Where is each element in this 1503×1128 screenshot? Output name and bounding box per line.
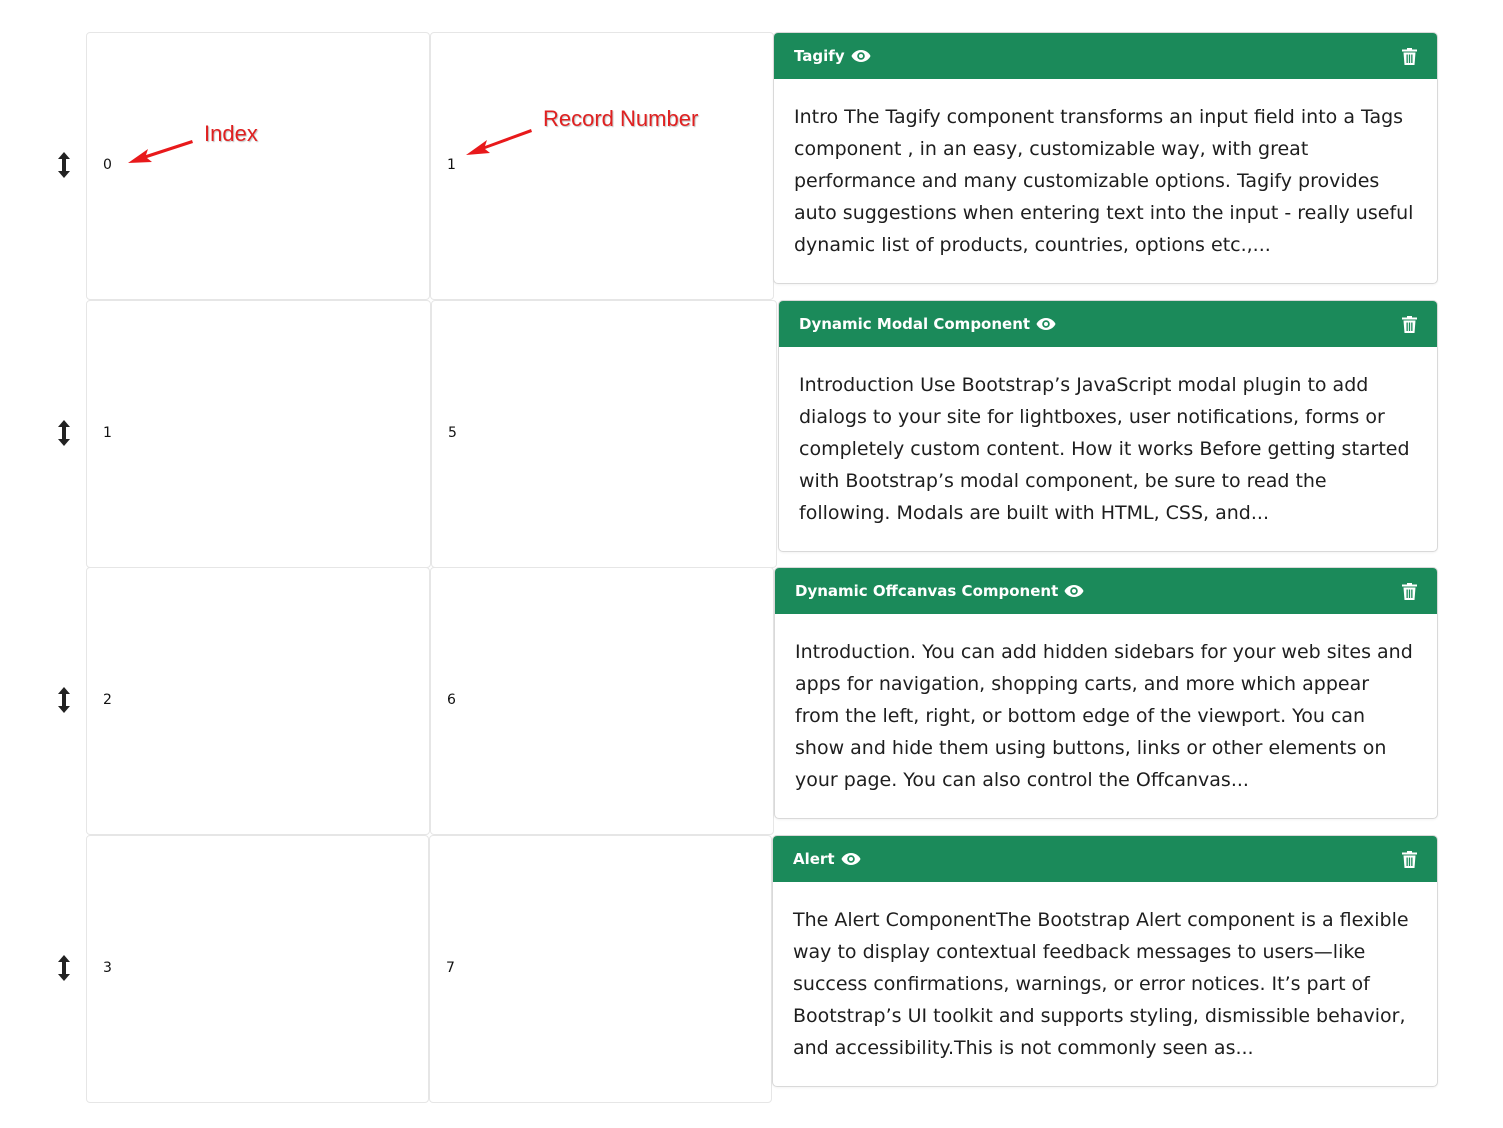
- record-number-cell: [430, 567, 774, 835]
- table-row: [0, 32, 1503, 300]
- eye-icon[interactable]: [1064, 584, 1084, 598]
- card-text: Intro The Tagify component transforms an input field into a Tags component , in an easy, customizable way, with great performance and many customizable options. Tagify provides auto suggestions when entering text into the input - really useful dynamic list of products, countries, options etc.,...: [794, 106, 1414, 256]
- index-value: 3: [103, 960, 112, 976]
- index-value: 1: [103, 425, 112, 441]
- eye-icon[interactable]: [841, 852, 861, 866]
- record-number-annotation-label: Record Number: [543, 106, 699, 131]
- record-number-value: 5: [448, 425, 457, 441]
- trash-icon[interactable]: [1402, 48, 1417, 65]
- card-header: [779, 301, 1437, 347]
- eye-icon[interactable]: [851, 49, 871, 63]
- card-title: Dynamic Offcanvas Component: [795, 582, 1059, 600]
- index-annotation-label: Index: [204, 121, 258, 146]
- table-row: [0, 300, 1503, 568]
- card-title: Alert: [793, 850, 835, 868]
- card-header: [773, 836, 1437, 882]
- content-card: [773, 32, 1438, 284]
- card-text: Introduction Use Bootstrap’s JavaScript modal plugin to add dialogs to your site for lightboxes, user notifications, forms or completely custom content. How it works Before getting started with Bootstrap’s modal component, be sure to read the following. Modals are built with HTML, CSS, and...: [799, 374, 1410, 524]
- content-card: [772, 835, 1438, 1087]
- drag-handle-icon[interactable]: [55, 686, 73, 714]
- trash-icon[interactable]: [1402, 583, 1417, 600]
- drag-handle-icon[interactable]: [55, 419, 73, 447]
- index-cell: [86, 567, 430, 835]
- drag-handle-icon[interactable]: [55, 151, 73, 179]
- card-title: Dynamic Modal Component: [799, 315, 1031, 333]
- drag-handle-icon[interactable]: [55, 954, 73, 982]
- index-cell: [86, 835, 429, 1103]
- record-number-value: 1: [447, 157, 456, 173]
- card-header: [775, 568, 1437, 614]
- content-card: [778, 300, 1438, 552]
- record-number-value: 7: [446, 960, 455, 976]
- index-value: 0: [103, 157, 112, 173]
- card-text: Introduction. You can add hidden sidebars for your web sites and apps for navigation, shopping carts, and more which appear from the left, right, or bottom edge of the viewport. You can show and hide them using buttons, links or other elements on your page. You can also control the Offcanvas...: [795, 641, 1413, 791]
- card-header: [774, 33, 1437, 79]
- trash-icon[interactable]: [1402, 316, 1417, 333]
- record-number-cell: [430, 32, 774, 300]
- content-card: [774, 567, 1438, 819]
- record-number-cell: [429, 835, 772, 1103]
- table-row: [0, 835, 1503, 1103]
- index-annotation-arrow-icon: [126, 136, 196, 168]
- card-title: Tagify: [794, 47, 845, 65]
- index-cell: [86, 300, 431, 568]
- card-text: The Alert ComponentThe Bootstrap Alert component is a flexible way to display contextual feedback messages to users—like success confirmations, warnings, or error notices. It’s part of Bootstrap’s UI toolkit and supports styling, dismissible behavior, and accessibility.This is not commonly seen as...: [793, 909, 1409, 1059]
- index-value: 2: [103, 692, 112, 708]
- trash-icon[interactable]: [1402, 851, 1417, 868]
- record-number-annotation-arrow-icon: [464, 126, 534, 160]
- record-number-value: 6: [447, 692, 456, 708]
- record-number-cell: [431, 300, 777, 568]
- table-row: [0, 567, 1503, 835]
- eye-icon[interactable]: [1036, 317, 1056, 331]
